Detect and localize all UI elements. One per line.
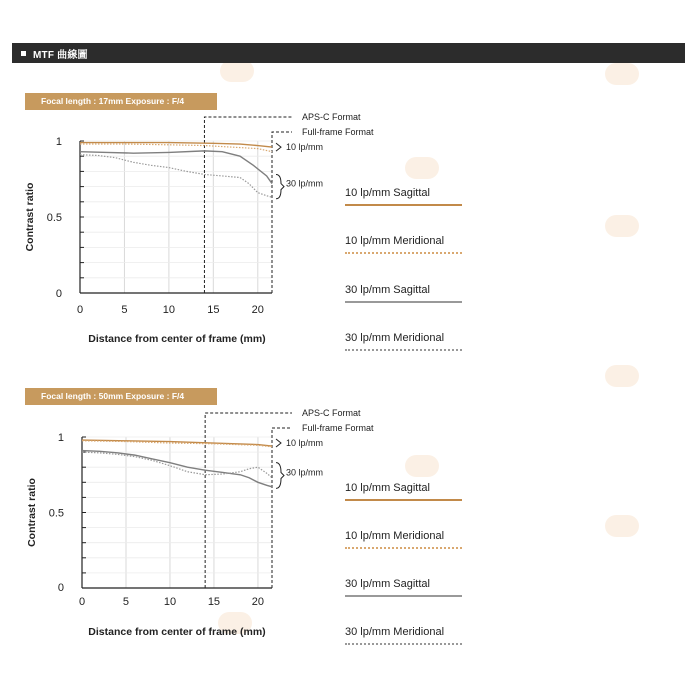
apsc-boundary-line (205, 413, 292, 588)
legend-10lp-meridional: 10 lp/mm Meridional (345, 530, 462, 549)
mtf-chart-50mm (0, 385, 700, 675)
y-tick-label: 0 (55, 288, 62, 300)
bracket-30lp-label: 30 lp/mm (286, 178, 324, 189)
fullframe-boundary-line (272, 428, 292, 588)
fullframe-boundary-line (272, 132, 292, 293)
x-tick-label: 15 (207, 596, 221, 608)
bracket-30lp-label: 30 lp/mm (286, 467, 324, 478)
focal-length-tab: Focal length : 50mm Exposure : F/4 (25, 388, 217, 404)
x-axis-label: Distance from center of frame (mm) (88, 626, 266, 638)
bracket-10lp (276, 439, 281, 447)
y-tick-label: 1 (57, 432, 64, 444)
y-axis-label: Contrast ratio (24, 182, 36, 252)
mtf-chart-17mm (0, 90, 700, 380)
y-axis-label: Contrast ratio (26, 478, 38, 547)
series-line-30-lp-mm-meridional (80, 155, 272, 198)
legend-10lp-meridional: 10 lp/mm Meridional (345, 235, 462, 254)
x-tick-label: 10 (163, 596, 177, 608)
y-tick-label: 0.5 (46, 212, 62, 224)
x-tick-label: 5 (122, 596, 130, 608)
x-tick-label: 5 (121, 304, 128, 316)
section-header (12, 43, 685, 63)
x-tick-label: 15 (207, 304, 220, 316)
legend-30lp-meridional: 30 lp/mm Meridional (345, 626, 462, 645)
series-line-10-lp-mm-meridional (80, 144, 272, 152)
x-tick-label: 0 (78, 596, 86, 608)
x-tick-label: 20 (251, 304, 264, 316)
section-title: MTF 曲線圖 (33, 49, 88, 61)
bracket-10lp (276, 143, 281, 151)
apsc-format-label: APS-C Format (302, 408, 361, 418)
bullet-icon (21, 51, 26, 56)
legend-10lp-sagittal: 10 lp/mm Sagittal (345, 482, 462, 501)
bracket-10lp-label: 10 lp/mm (286, 438, 324, 449)
fullframe-format-label: Full-frame Format (302, 423, 374, 433)
bracket-30lp (276, 174, 284, 198)
watermark-logo (605, 63, 639, 85)
legend-30lp-sagittal: 30 lp/mm Sagittal (345, 578, 462, 597)
legend-30lp-meridional: 30 lp/mm Meridional (345, 332, 462, 351)
y-tick-label: 0.5 (48, 507, 64, 520)
bracket-30lp (276, 463, 284, 489)
x-axis-label: Distance from center of frame (mm) (88, 333, 266, 345)
legend-30lp-sagittal: 30 lp/mm Sagittal (345, 284, 462, 303)
watermark-logo (220, 60, 254, 82)
fullframe-format-label: Full-frame Format (302, 127, 374, 137)
y-tick-label: 1 (55, 136, 62, 148)
bracket-10lp-label: 10 lp/mm (286, 142, 324, 153)
x-tick-label: 0 (76, 304, 84, 316)
x-tick-label: 20 (251, 596, 265, 608)
legend-10lp-sagittal: 10 lp/mm Sagittal (345, 187, 462, 206)
focal-length-tab: Focal length : 17mm Exposure : F/4 (25, 93, 217, 109)
y-tick-label: 0 (57, 582, 64, 594)
apsc-format-label: APS-C Format (302, 112, 361, 122)
x-tick-label: 10 (162, 304, 176, 316)
series-line-30-lp-mm-sagittal (80, 151, 272, 184)
